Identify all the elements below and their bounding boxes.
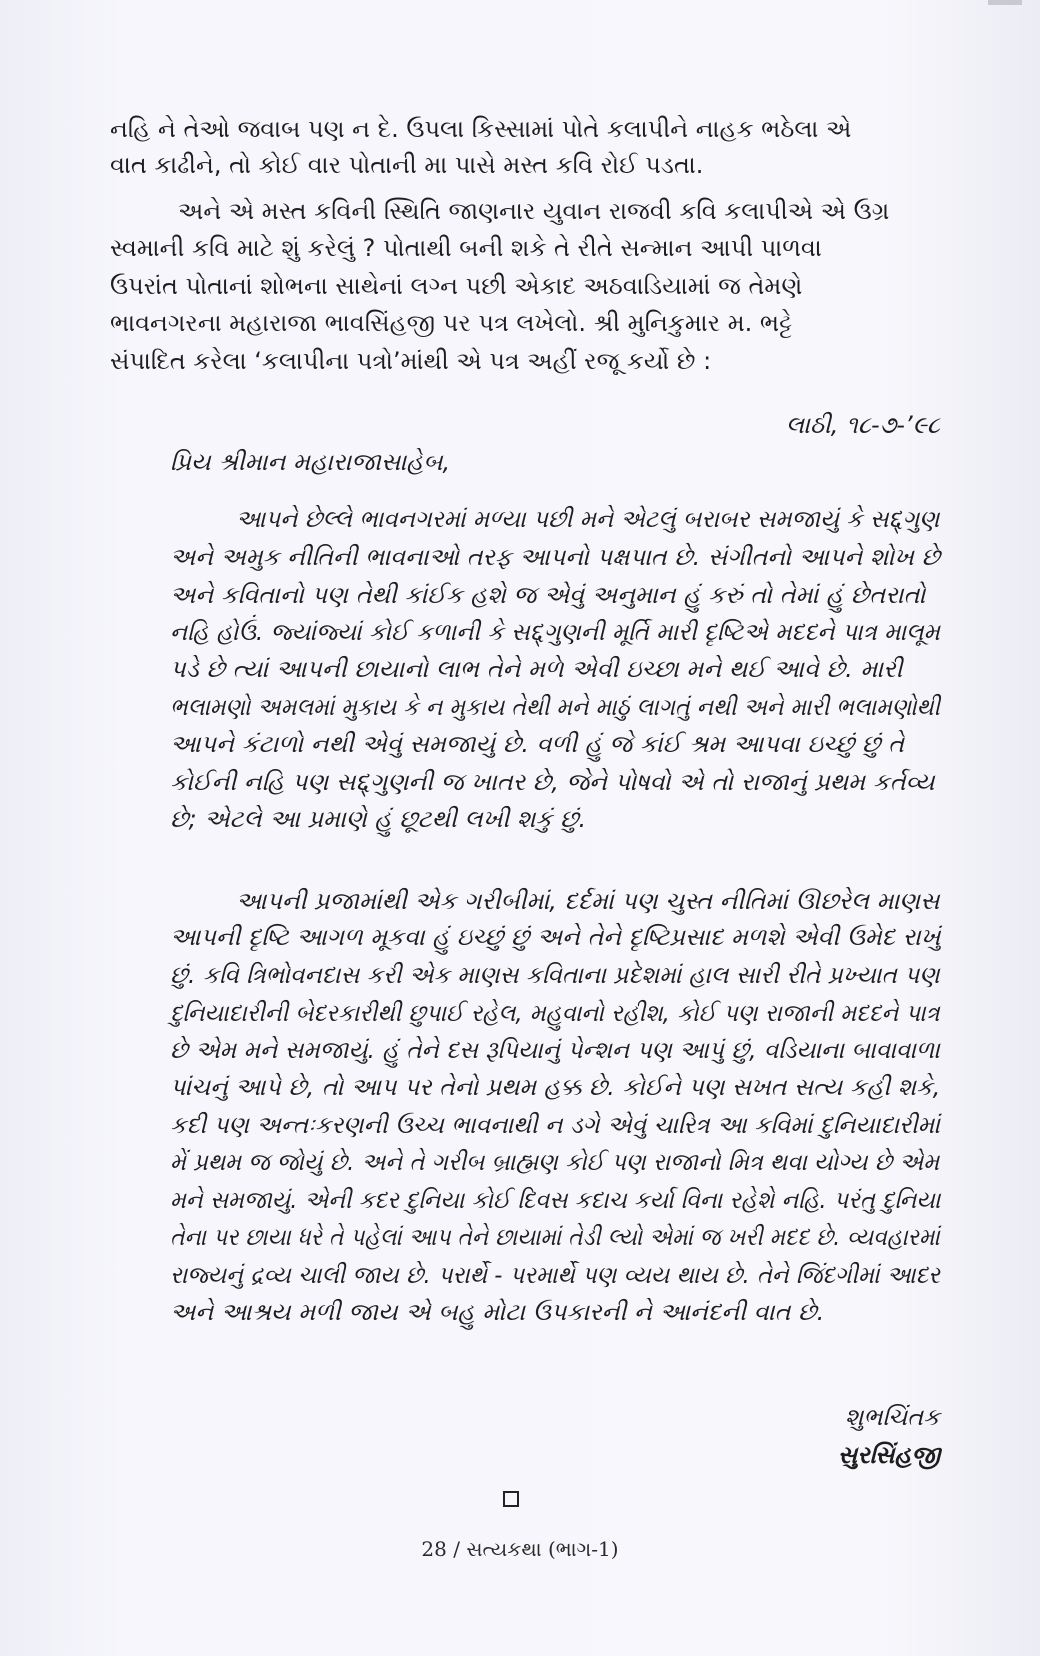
letter-line: આપની દૃષ્ટિ આગળ મૂકવા હું ઇચ્છું છું અને તેને દૃષ્ટિપ્રસાદ મળશે એવી ઉમેદ રાખું [170, 923, 941, 951]
letter-signature: સુરસિંહજી [837, 1441, 940, 1469]
letter-line: દુનિયાદારીની બેદરકારીથી છુપાઈ રહેલ, મહુવાનો રહીશ, કોઈ પણ રાજાની મદદને પાત્ર [170, 999, 940, 1027]
page-corner-mark [988, 0, 1022, 5]
letter-line: છું. કવિ ત્રિભોવનદાસ કરી એક માણસ કવિતાના પ્રદેશમાં હાલ સારી રીતે પ્રખ્યાત પણ [170, 961, 940, 989]
letter-closing: શુભચિંતક [844, 1403, 940, 1431]
intro-line-5: ઉપરાંત પોતાનાં શોભના સાથેનાં લગ્ન પછી એકાદ અઠવાડિયામાં જ તેમણે [110, 272, 803, 300]
letter-line: છે; એટલે આ પ્રમાણે હું છૂટથી લખી શકું છું. [170, 805, 587, 833]
letter-salutation: પ્રિય શ્રીમાન મહારાજાસાહેબ, [170, 448, 451, 476]
letter-line: પાંચનું આપે છે, તો આપ પર તેનો પ્રથમ હક્ક છે. કોઈને પણ સખત સત્ય કહી શકે, [170, 1073, 941, 1101]
intro-line-4: સ્વમાની કવિ માટે શું કરેલું ? પોતાથી બની શકે તે રીતે સન્માન આપી પાળવા [110, 234, 822, 262]
letter-line: તેના પર છાયા ધરે તે પહેલાં આપ તેને છાયામાં તેડી લ્યો એમાં જ ખરી મદદ છે. વ્યવહારમાં [170, 1223, 940, 1251]
letter-line: આપને છેલ્લે ભાવનગરમાં મળ્યા પછી મને એટલું બરાબર સમજાયું કે સદ્દ્ગુણ [236, 505, 940, 533]
letter-line: રાજ્યનું દ્રવ્ય ચાલી જાય છે. પરાર્થે - પરમાર્થે પણ વ્યય થાય છે. તેને જિંદગીમાં આદર [170, 1261, 940, 1289]
letter-dateline: લાઠી, ૧૮-૭-’૯૮ [785, 411, 940, 439]
intro-line-6: ભાવનગરના મહારાજા ભાવસિંહજી પર પત્ર લખેલો. શ્રી મુનિકુમાર મ. ભટ્ટે [110, 309, 793, 337]
letter-line: પડે છે ત્યાં આપની છાયાનો લાભ તેને મળે એવી ઇચ્છા મને થઈ આવે છે. મારી [170, 655, 903, 683]
letter-line: મને સમજાયું. એની કદર દુનિયા કોઈ દિવસ કદાચ કર્યા વિના રહેશે નહિ. પરંતુ દુનિયા [170, 1186, 941, 1214]
letter-line: કદી પણ અન્તઃકરણની ઉચ્ચ ભાવનાથી ન ડગે એવું ચારિત્ર આ કવિમાં દુનિયાદારીમાં [170, 1111, 940, 1139]
letter-line: આપની પ્રજામાંથી એક ગરીબીમાં, દર્દમાં પણ ચુસ્ત નીતિમાં ઊછરેલ માણસ [236, 887, 940, 915]
letter-line: અને આશ્રય મળી જાય એ બહુ મોટા ઉપકારની ને આનંદની વાત છે. [170, 1298, 825, 1326]
letter-line: અને અમુક નીતિની ભાવનાઓ તરફ આપનો પક્ષપાત છે. સંગીતનો આપને શોખ છે [170, 543, 940, 571]
letter-line: આપને કંટાળો નથી એવું સમજાયું છે. વળી હું જે કાંઈ શ્રમ આપવા ઇચ્છું છું તે [170, 730, 905, 758]
intro-line-7: સંપાદિત કરેલા ‘કલાપીના પત્રો’માંથી એ પત્ર અહીં રજૂ કર્યો છે : [110, 347, 712, 375]
letter-line: અને કવિતાનો પણ તેથી કાંઈક હશે જ એવું અનુમાન હું કરું તો તેમાં હું છેતરાતો [170, 581, 926, 609]
intro-line-3: અને એ મસ્ત કવિની સ્થિતિ જાણનાર યુવાન રાજવી કવિ કલાપીએ એ ઉગ્ર [178, 197, 890, 225]
letter-line: નહિ હોઉં. જ્યાંજ્યાં કોઈ કળાની કે સદ્દ્ગુણની મૂર્તિ મારી દૃષ્ટિએ મદદને પાત્ર માલૂમ [170, 618, 940, 646]
intro-line-1: નહિ ને તેઓ જવાબ પણ ન દે. ઉપલા કિસ્સામાં પોતે કલાપીને નાહક ભઠેલા એ [110, 115, 852, 143]
letter-line: કોઈની નહિ પણ સદ્દ્ગુણની જ ખાતર છે, જેને પોષવો એ તો રાજાનું પ્રથમ કર્તવ્ય [170, 768, 935, 796]
letter-line: ભલામણો અમલમાં મુકાય કે ન મુકાય તેથી મને માઠું લાગતું નથી અને મારી ભલામણોથી [170, 693, 941, 721]
intro-line-2: વાત કાઢીને, તો કોઈ વાર પોતાની મા પાસે મસ્ત કવિ રોઈ પડતા. [110, 151, 704, 179]
letter-line: મેં પ્રથમ જ જોયું છે. અને તે ગરીબ બ્રાહ્મણ કોઈ પણ રાજાનો મિત્ર થવા યોગ્ય છે એમ [170, 1148, 940, 1176]
letter-line: છે એમ મને સમજાયું. હું તેને દસ રૂપિયાનું પેન્શન પણ આપું છું, વડિયાના બાવાવાળા [170, 1036, 940, 1064]
section-end-box-icon [503, 1491, 519, 1507]
page-folio: 28 / સત્યકથા (ભાગ-1) [421, 1537, 619, 1561]
